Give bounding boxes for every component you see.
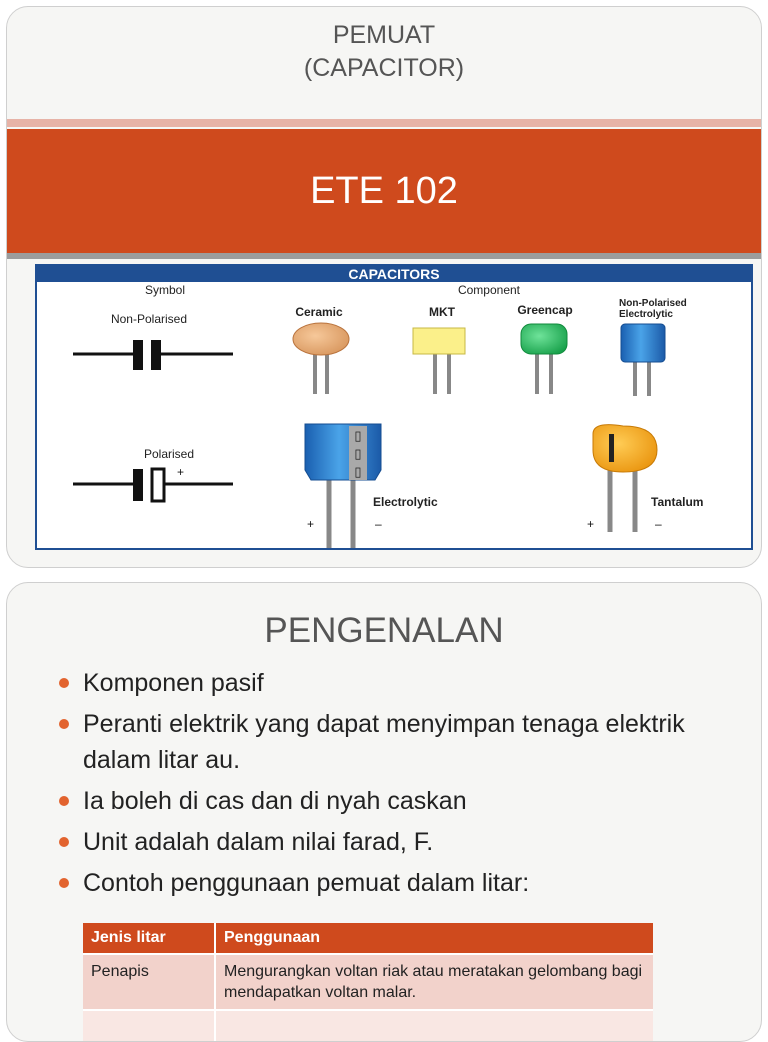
bullet-item: Peranti elektrik yang dapat menyimpan tenaga elektrik dalam litar au. — [59, 706, 729, 778]
capacitors-illustration — [37, 266, 751, 548]
bullet-item: Komponen pasif — [59, 665, 729, 701]
greencap-capacitor-icon — [521, 324, 567, 394]
svg-text:–: – — [375, 517, 382, 531]
np-electrolytic-label-1: Non-Polarised — [619, 298, 687, 309]
slide-title — [7, 19, 761, 85]
divider-top — [7, 119, 761, 127]
np-electrolytic-label-2: Electrolytic — [619, 309, 673, 320]
svg-text:–: – — [655, 517, 662, 531]
title-line-1: PEMUAT — [332, 21, 436, 49]
tantalum-capacitor-icon — [587, 425, 662, 532]
non-polarised-symbol-icon — [73, 340, 233, 370]
table-cell — [83, 1010, 215, 1042]
bullet-item: Contoh penggunaan pemuat dalam litar: — [59, 865, 729, 901]
bullet-list — [59, 665, 729, 906]
svg-text:▯: ▯ — [354, 464, 362, 479]
ceramic-label: Ceramic — [295, 305, 343, 319]
title-line-2: (CAPACITOR) — [303, 54, 465, 82]
polarised-label: Polarised — [143, 447, 195, 461]
column-header: Jenis litar — [83, 923, 215, 954]
divider-bottom — [7, 253, 761, 259]
polarised-symbol-icon — [73, 465, 233, 501]
component-header: Component — [457, 283, 521, 297]
mkt-label: MKT — [429, 305, 455, 319]
usage-table — [83, 923, 653, 1042]
electrolytic-label: Electrolytic — [373, 495, 438, 509]
capacitors-figure — [35, 264, 753, 550]
table-cell: Penapis — [83, 954, 215, 1010]
svg-text:+: + — [177, 465, 185, 479]
bullet-item: Unit adalah dalam nilai farad, F. — [59, 824, 729, 860]
svg-text:+: + — [307, 517, 315, 531]
title-slide — [6, 6, 762, 568]
course-code: ETE 102 — [310, 169, 458, 212]
tantalum-label: Tantalum — [651, 495, 704, 509]
mkt-capacitor-icon — [413, 328, 465, 394]
table-row — [83, 954, 653, 1010]
table-row — [83, 1010, 653, 1042]
bullet-item: Ia boleh di cas dan di nyah caskan — [59, 783, 729, 819]
greencap-label: Greencap — [517, 303, 573, 317]
non-polarised-label: Non-Polarised — [110, 312, 188, 326]
ceramic-capacitor-icon — [293, 323, 349, 394]
svg-text:▯: ▯ — [354, 428, 362, 443]
np-electrolytic-capacitor-icon — [621, 324, 665, 396]
svg-text:▯: ▯ — [354, 446, 362, 461]
slide-heading: PENGENALAN — [264, 611, 504, 650]
course-band — [7, 129, 761, 253]
svg-text:+: + — [587, 517, 595, 531]
column-header: Penggunaan — [215, 923, 653, 954]
table-header-row — [83, 923, 653, 954]
intro-slide — [6, 582, 762, 1042]
symbol-header: Symbol — [144, 283, 186, 297]
table-cell — [215, 1010, 653, 1042]
figure-heading: CAPACITORS — [348, 266, 440, 282]
table-cell: Mengurangkan voltan riak atau meratakan gelombang bagi mendapatkan voltan malar. — [215, 954, 653, 1010]
electrolytic-capacitor-icon — [305, 424, 382, 548]
